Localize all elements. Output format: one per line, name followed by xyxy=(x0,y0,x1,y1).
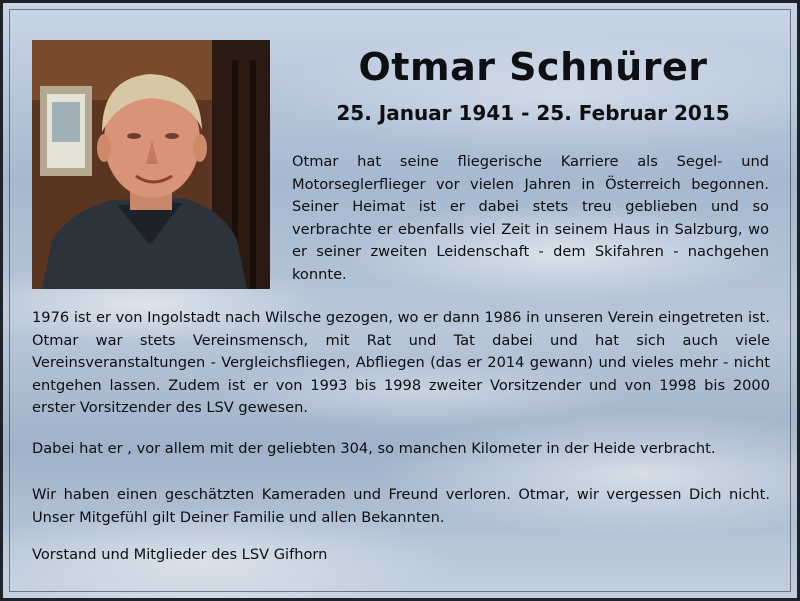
deceased-name: Otmar Schnürer xyxy=(358,45,708,89)
signature: Vorstand und Mitglieder des LSV Gifhorn xyxy=(32,546,328,563)
glider-paragraph: Dabei hat er , vor allem mit der geliebten 304, so manchen Kilometer in der Heide verbracht. xyxy=(32,440,716,457)
condolence-paragraph: Wir haben einen geschätzten Kameraden und Freund verloren. Otmar, wir vergessen Dich nicht. Unser Mitgefühl gilt Deiner Familie und allen Bekannten. xyxy=(32,486,770,526)
portrait-photo xyxy=(32,40,270,289)
intro-paragraph: Otmar hat seine fliegerische Karriere als Segel- und Motorseglerflieger vor vielen Jahren in Österreich begonnen. Seiner Heimat ist er dabei stets treu geblieben und so verbrachte er ebenfalls viel Zeit in seinem Haus in Salzburg, wo er seiner zweiten Leidenschaft - dem Skifahren - nachgehen konnte. xyxy=(292,153,769,283)
club-history-paragraph: 1976 ist er von Ingolstadt nach Wilsche gezogen, wo er dann 1986 in unseren Verein eingetreten ist. Otmar war stets Vereinsmensch, mit Rat und Tat dabei und hat sich auch viele Vereinsveranstaltungen - Vergleichsfliegen, Abfliegen (das er 2014 gewann) und vieles mehr - nicht entgehen lassen. Zudem ist er von 1993 bis 1998 zweiter Vorsitzender und von 1998 bis 2000 erster Vorsitzender des LSV gewesen. xyxy=(32,309,770,416)
life-dates: 25. Januar 1941 - 25. Februar 2015 xyxy=(336,101,730,125)
